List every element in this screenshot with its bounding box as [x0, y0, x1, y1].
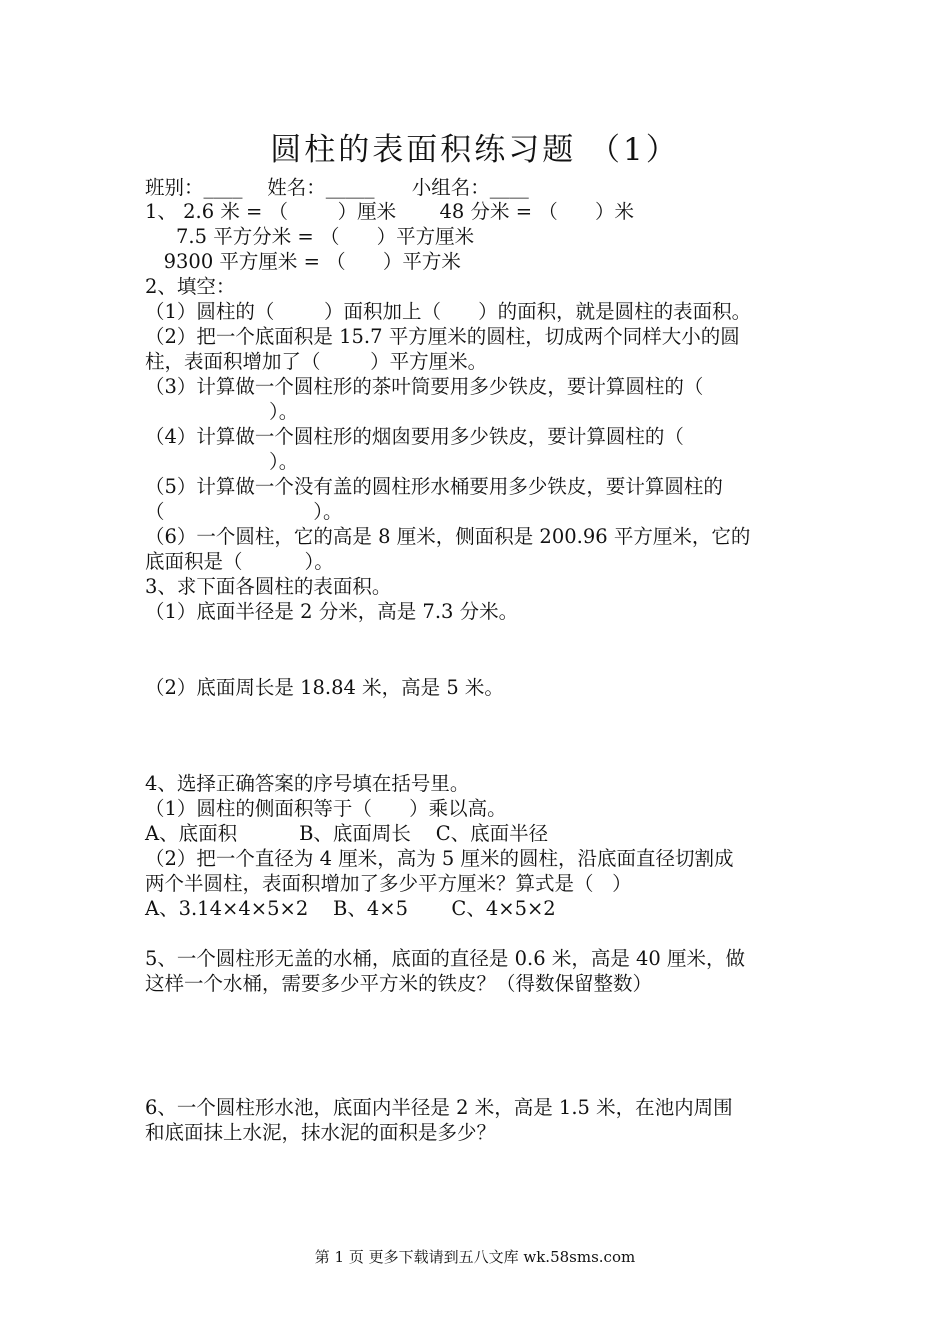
q4-item-2-options: A、3.14×4×5×2 B、4×5 C、4×5×2	[145, 897, 556, 920]
q5-line-2: 这样一个水桶，需要多少平方米的铁皮？（得数保留整数）	[145, 972, 653, 995]
q6-line-2: 和底面抹上水泥，抹水泥的面积是多少？	[145, 1121, 497, 1144]
q2-item-2-line-2: 柱，表面积增加了（ ）平方厘米。	[145, 350, 488, 373]
q1-line-1: 1、 2.6 米 = （ ）厘米 48 分米 = （ ）米	[145, 200, 634, 223]
q6-line-1: 6、一个圆柱形水池，底面内半径是 2 米，高是 1.5 米，在池内周围	[145, 1096, 733, 1119]
q2-item-5-line-2: （ ）。	[145, 500, 343, 523]
q1-line-2: 7.5 平方分米 = （ ）平方厘米	[145, 225, 475, 248]
q2-item-3-line-1: （3）计算做一个圆柱形的茶叶筒要用多少铁皮，要计算圆柱的（	[145, 375, 704, 398]
q3-item-1: （1）底面半径是 2 分米，高是 7.3 分米。	[145, 600, 519, 623]
q2-item-6-line-2: 底面积是（ ）。	[145, 550, 334, 573]
q1-line-3: 9300 平方厘米 = （ ）平方米	[145, 250, 461, 273]
q4-item-1-options: A、底面积 B、底面周长 C、底面半径	[145, 822, 549, 845]
q2-item-3-line-2: ）。	[145, 400, 299, 423]
q3-item-2: （2）底面周长是 18.84 米，高是 5 米。	[145, 676, 504, 699]
q2-item-4-line-2: ）。	[145, 450, 299, 473]
q2-heading: 2、填空：	[145, 275, 236, 298]
q2-item-1: （1）圆柱的（ ）面积加上（ ）的面积，就是圆柱的表面积。	[145, 300, 752, 323]
q4-item-2-line-1: （2）把一个直径为 4 厘米，高为 5 厘米的圆柱，沿底面直径切割成	[145, 847, 734, 870]
q2-item-2-line-1: （2）把一个底面积是 15.7 平方厘米的圆柱，切成两个同样大小的圆	[145, 325, 740, 348]
q2-item-6-line-1: （6）一个圆柱，它的高是 8 厘米，侧面积是 200.96 平方厘米，它的	[145, 525, 751, 548]
page-footer: 第 1 页 更多下载请到五八文库 wk.58sms.com	[314, 1248, 636, 1266]
q4-item-1: （1）圆柱的侧面积等于（ ）乘以高。	[145, 797, 507, 820]
q4-item-2-line-2: 两个半圆柱，表面积增加了多少平方厘米？算式是（ ）	[145, 872, 632, 895]
page-title: 圆柱的表面积练习题 （1）	[270, 132, 680, 168]
q2-item-5-line-1: （5）计算做一个没有盖的圆柱形水桶要用多少铁皮，要计算圆柱的	[145, 475, 723, 498]
q3-heading: 3、求下面各圆柱的表面积。	[145, 575, 392, 598]
student-info-line: 班别：____ 姓名：_____ 小组名：____	[145, 176, 529, 199]
q4-heading: 4、选择正确答案的序号填在括号里。	[145, 772, 470, 795]
q5-line-1: 5、一个圆柱形无盖的水桶，底面的直径是 0.6 米，高是 40 厘米，做	[145, 947, 746, 970]
q2-item-4-line-1: （4）计算做一个圆柱形的烟囱要用多少铁皮，要计算圆柱的（	[145, 425, 684, 448]
